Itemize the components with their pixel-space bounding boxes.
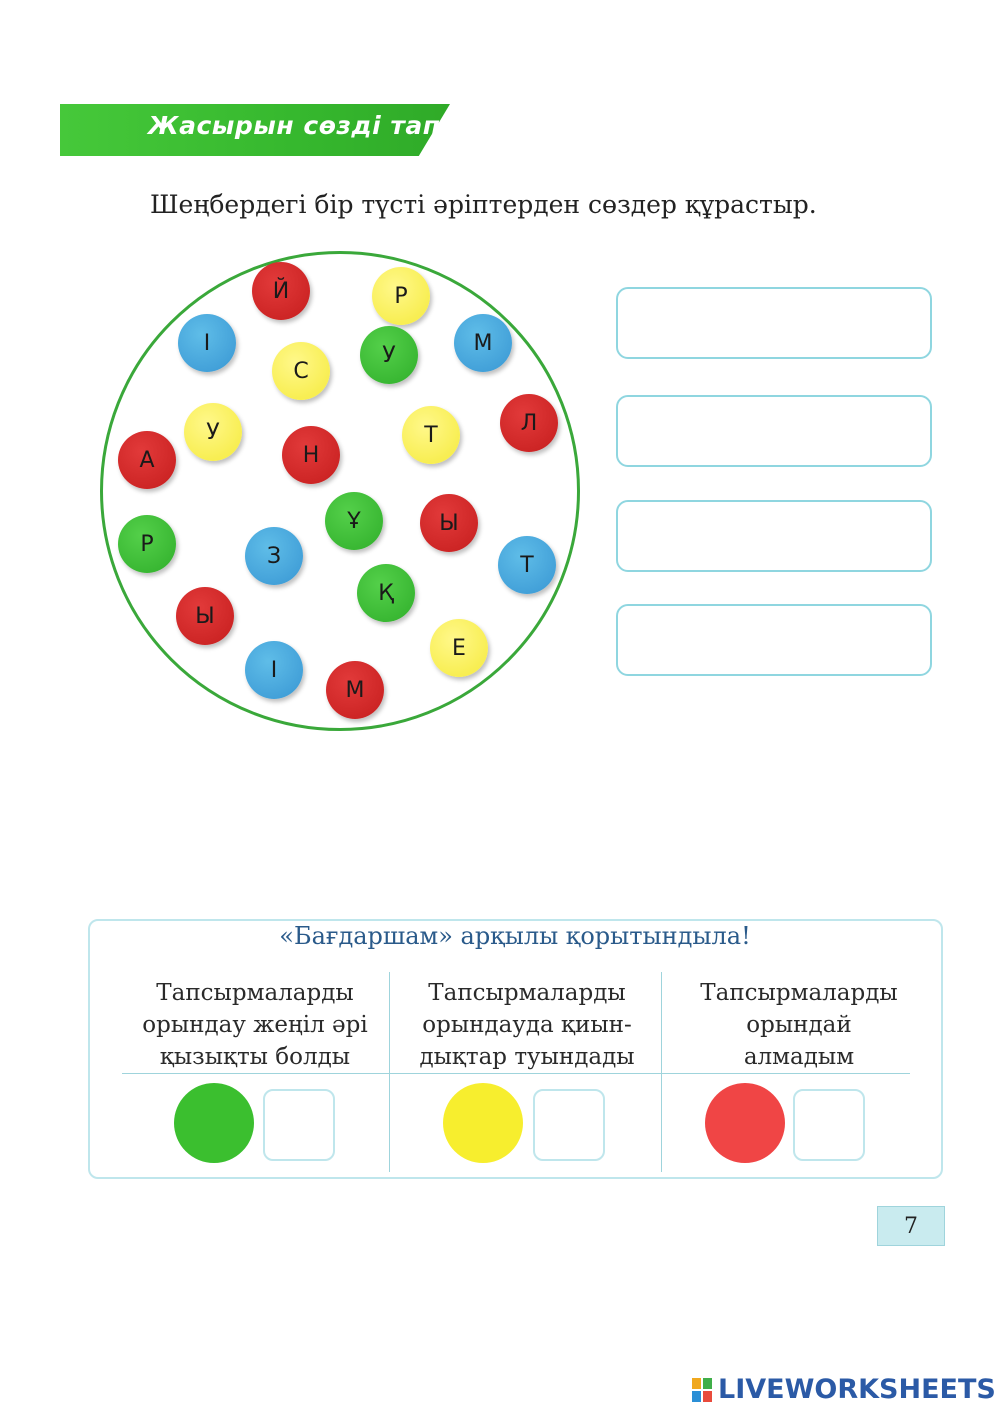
letter-ball[interactable]: С xyxy=(272,342,330,400)
letter-ball[interactable]: А xyxy=(118,431,176,489)
letter-ball[interactable]: Й xyxy=(252,262,310,320)
brand-name: LIVEWORKSHEETS xyxy=(718,1374,996,1405)
answer-input-2[interactable] xyxy=(618,397,934,467)
letter-ball[interactable]: З xyxy=(245,527,303,585)
letter-ball[interactable]: Қ xyxy=(357,564,415,622)
brand-icon xyxy=(692,1378,712,1402)
brand-logo xyxy=(692,1374,996,1405)
letter-circle xyxy=(100,251,580,731)
instruction-text: Шеңбердегі бір түсті әріптерден сөздер құрастыр. xyxy=(150,190,817,219)
answer-box-1[interactable] xyxy=(616,287,932,359)
red-light-icon xyxy=(705,1083,785,1163)
reflection-title: «Бағдаршам» арқылы қорытындыла! xyxy=(279,922,751,950)
checkbox-hard[interactable] xyxy=(533,1089,605,1161)
page-number: 7 xyxy=(877,1206,945,1246)
letter-ball[interactable]: Ы xyxy=(420,494,478,552)
letter-ball[interactable]: Т xyxy=(498,536,556,594)
letter-ball[interactable]: Ұ xyxy=(325,492,383,550)
answer-input-4[interactable] xyxy=(618,606,934,676)
answer-box-2[interactable] xyxy=(616,395,932,467)
green-light-icon xyxy=(174,1083,254,1163)
checkbox-failed[interactable] xyxy=(793,1089,865,1161)
letter-ball[interactable]: Р xyxy=(118,515,176,573)
reflection-text-easy: Тапсырмаларды орындау жеңіл әрі қызықты болды xyxy=(142,980,368,1070)
column-divider xyxy=(389,972,390,1172)
yellow-light-icon xyxy=(443,1083,523,1163)
reflection-text-failed: Тапсырмаларды орындай алмадым xyxy=(700,980,898,1070)
answer-box-3[interactable] xyxy=(616,500,932,572)
answer-input-3[interactable] xyxy=(618,502,934,572)
answer-box-4[interactable] xyxy=(616,604,932,676)
letter-ball[interactable]: Т xyxy=(402,406,460,464)
column-divider xyxy=(661,972,662,1172)
checkbox-easy[interactable] xyxy=(263,1089,335,1161)
reflection-text-hard: Тапсырмаларды орындауда қиын- дықтар туындады xyxy=(419,980,635,1070)
letter-ball[interactable]: У xyxy=(360,326,418,384)
letter-ball[interactable]: У xyxy=(184,403,242,461)
letter-ball[interactable]: І xyxy=(178,314,236,372)
page-title: Жасырын сөзді тап! xyxy=(148,111,453,140)
letter-ball[interactable]: І xyxy=(245,641,303,699)
letter-ball[interactable]: Е xyxy=(430,619,488,677)
letter-ball[interactable]: М xyxy=(326,661,384,719)
letter-ball[interactable]: М xyxy=(454,314,512,372)
answer-input-1[interactable] xyxy=(618,289,934,359)
row-divider xyxy=(122,1073,910,1074)
letter-ball[interactable]: Ы xyxy=(176,587,234,645)
letter-ball[interactable]: Л xyxy=(500,394,558,452)
letter-ball[interactable]: Н xyxy=(282,426,340,484)
letter-ball[interactable]: Р xyxy=(372,267,430,325)
